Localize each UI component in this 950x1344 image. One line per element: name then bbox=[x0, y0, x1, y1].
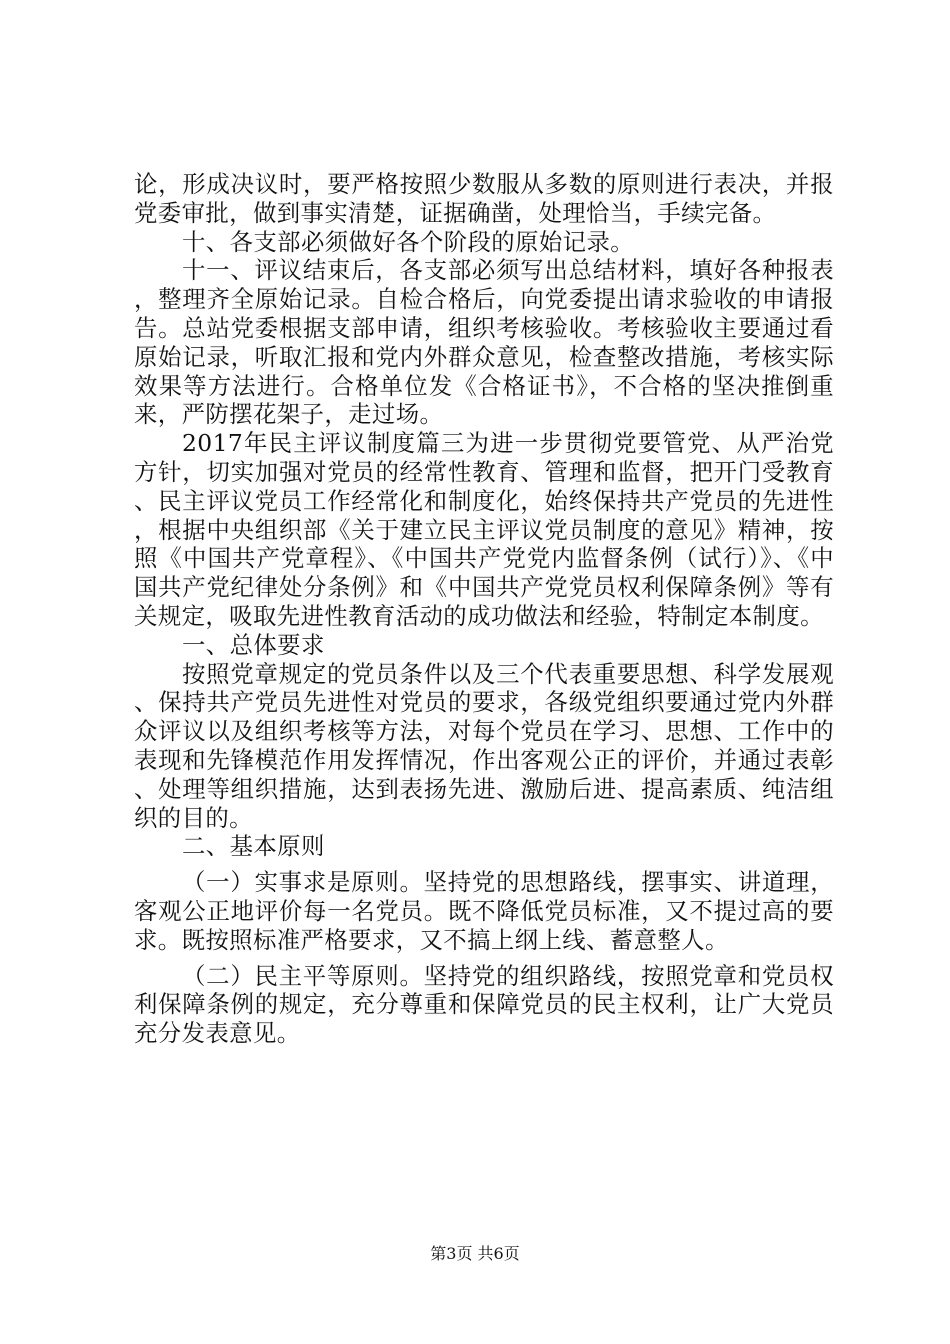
document-body bbox=[134, 170, 834, 1048]
section-heading-overall-requirements: 一、总体要求 bbox=[182, 630, 325, 659]
paragraph-9: （二）民主平等原则。坚持党的组织路线，按照党章和党员权利保障条例的规定，充分尊重和保障党员的民主权利，让广大党员充分发表意见。 bbox=[134, 961, 834, 1048]
paragraph-3: 十一、评议结束后，各支部必须写出总结材料，填好各种报表，整理齐全原始记录。自检合格后，向党委提出请求验收的申请报告。总站党委根据支部申请，组织考核验收。考核验收主要通过看原始记录，听取汇报和党内外群众意见，检查整改措施，考核实际效果等方法进行。合格单位发《合格证书》，不合格的坚决推倒重来，严防摆花架子，走过场。 bbox=[134, 256, 834, 429]
paragraph-2: 十、各支部必须做好各个阶段的原始记录。 bbox=[182, 227, 635, 256]
section-heading-basic-principles: 二、基本原则 bbox=[182, 832, 325, 861]
paragraph-4: 2017年民主评议制度篇三为进一步贯彻党要管党、从严治党方针，切实加强对党员的经常性教育、管理和监督，把开门受教育、民主评议党员工作经常化和制度化，始终保持共产党员的先进性，根据中央组织部《关于建立民主评议党员制度的意见》精神，按照《中国共产党章程》、《中国共产党党内监督条例（试行）》、《中国共产党纪律处分条例》和《中国共产党党员权利保障条例》等有关规定，吸取先进性教育活动的成功做法和经验，特制定本制度。 bbox=[134, 429, 834, 630]
paragraph-8: （一）实事求是原则。坚持党的思想路线，摆事实、讲道理，客观公正地评价每一名党员。既不降低党员标准，又不提过高的要求。既按照标准严格要求，又不搞上纲上线、蓄意整人。 bbox=[134, 868, 834, 954]
paragraph-6: 按照党章规定的党员条件以及三个代表重要思想、科学发展观、保持共产党员先进性对党员的要求，各级党组织要通过党内外群众评议以及组织考核等方法，对每个党员在学习、思想、工作中的表现和先锋模范作用发挥情况，作出客观公正的评价，并通过表彰、处理等组织措施，达到表扬先进、激励后进、提高素质、纯洁组织的目的。 bbox=[134, 659, 834, 832]
paragraph-1: 论，形成决议时，要严格按照少数服从多数的原则进行表决，并报党委审批，做到事实清楚，证据确凿，处理恰当，手续完备。 bbox=[134, 170, 834, 227]
page-footer: 第3页 共6页 bbox=[430, 1244, 520, 1263]
